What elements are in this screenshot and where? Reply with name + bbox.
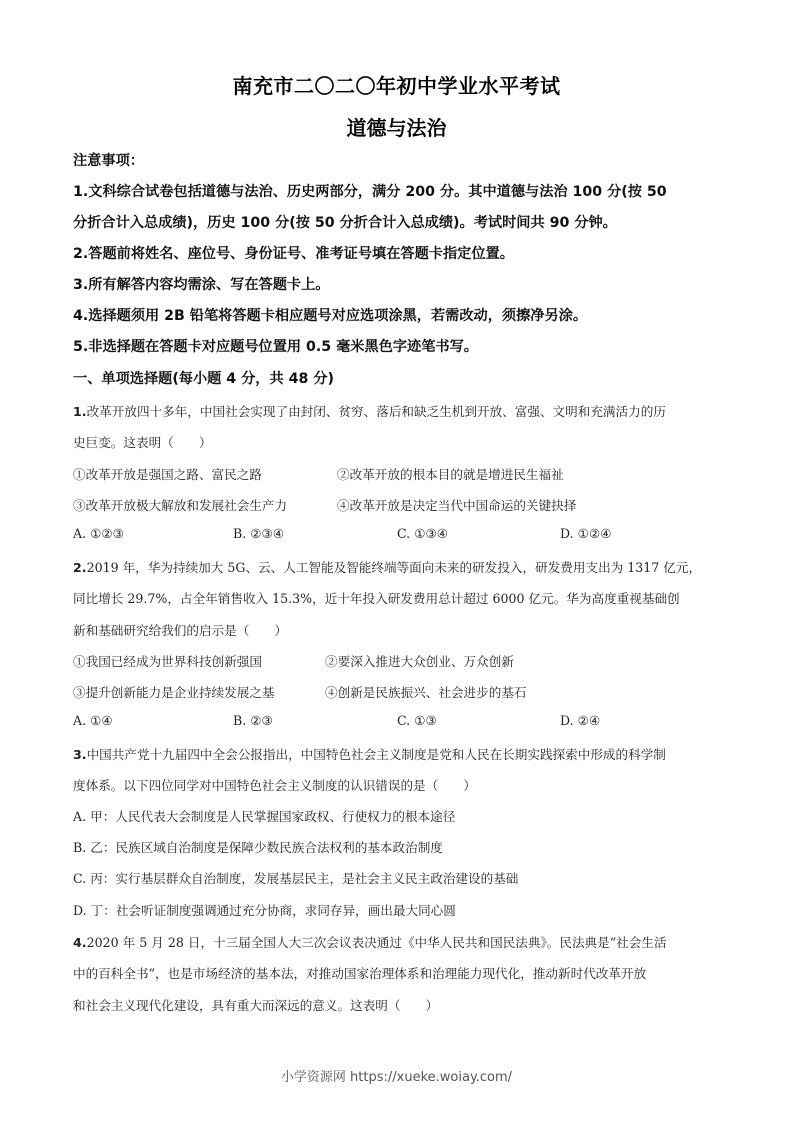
question-2-choice-c: C. ①③ <box>397 713 437 728</box>
question-2-stem-line-1: 2.2019 年，华为持续加大 5G、云、人工智能及智能终端等面向未来的研发投入，研发费用支出为 1317 亿元， <box>73 560 702 575</box>
question-2-statement-2: ②要深入推进大众创业、万众创新 <box>325 654 514 669</box>
question-2-stem-line-2: 同比增长 29.7%，占全年销售收入 15.3%，近十年投入研发费用总计超过 6000 亿元。华为高度重视基础创 <box>73 591 680 606</box>
question-1-statement-2: ②改革开放的根本目的就是增进民生福祉 <box>337 467 564 482</box>
question-2-choice-a: A. ①④ <box>73 713 113 728</box>
question-3-choice-a: A. 甲：人民代表大会制度是人民掌握国家政权、行使权力的根本途径 <box>73 809 456 824</box>
notice-heading: 注意事项： <box>73 153 144 169</box>
question-1-stem-line-1: 1.改革开放四十多年，中国社会实现了由封闭、贫穷、落后和缺乏生机到开放、富强、文明和充满活力的历 <box>73 404 666 419</box>
exam-title: 南充市二〇二〇年初中学业水平考试 <box>232 74 561 98</box>
question-number: 1. <box>73 404 87 419</box>
question-1-statement-1: ①改革开放是强国之路、富民之路 <box>73 467 262 482</box>
question-4-stem-line-2: 中的百科全书”，也是市场经济的基本法，对推动国家治理体系和治理能力现代化，推动新时代改革开放 <box>73 966 647 981</box>
question-4-stem-line-1: 4.2020 年 5 月 28 日，十三届全国人大三次会议表决通过《中华人民共和国民法典》。民法典是“社会生活 <box>73 935 667 950</box>
question-2-choice-d: D. ②④ <box>560 713 601 728</box>
notice-item-4: 4.选择题须用 2B 铅笔将答题卡相应题号对应选项涂黑，若需改动，须擦净另涂。 <box>73 308 588 324</box>
question-2-statement-4: ④创新是民族振兴、社会进步的基石 <box>325 685 527 700</box>
question-3-stem-line-2: 度体系。以下四位同学对中国特色社会主义制度的认识错误的是（ ） <box>73 778 476 793</box>
section-heading: 一、单项选择题(每小题 4 分，共 48 分) <box>73 371 334 387</box>
question-1-statement-3: ③改革开放极大解放和发展社会生产力 <box>73 498 288 513</box>
question-1-statement-4: ④改革开放是决定当代中国命运的关键抉择 <box>337 498 577 513</box>
watermark-footer: 小学资源网 https://xueke.woiay.com/ <box>280 1070 513 1085</box>
question-3-choice-c: C. 丙：实行基层群众自治制度，发展基层民主，是社会主义民主政治建设的基础 <box>73 871 519 886</box>
notice-item-2: 2.答题前将姓名、座位号、身份证号、准考证号填在答题卡指定位置。 <box>73 246 514 262</box>
question-3-stem-line-1: 3.中国共产党十九届四中全会公报指出，中国特色社会主义制度是党和人民在长期实践探索中形成的科学制 <box>73 747 666 762</box>
question-number: 4. <box>73 935 87 950</box>
question-1-stem-line-2: 史巨变。这表明（ ） <box>73 435 212 450</box>
exam-subject: 道德与法治 <box>346 116 447 140</box>
question-number: 2. <box>73 560 87 575</box>
question-3-choice-b: B. 乙：民族区域自治制度是保障少数民族合法权利的基本政治制度 <box>73 840 443 855</box>
notice-item-5: 5.非选择题在答题卡对应题号位置用 0.5 毫米黑色字迹笔书写。 <box>73 339 478 355</box>
question-1-choice-b: B. ②③④ <box>233 526 285 541</box>
question-2-choice-b: B. ②③ <box>233 713 273 728</box>
notice-item-1b: 分折合计入总成绩)，历史 100 分(按 50 分折合计入总成绩)。考试时间共 90 分钟。 <box>73 215 617 231</box>
question-4-stem-line-3: 和社会主义现代化建设，具有重大而深远的意义。这表明（ ） <box>73 998 439 1013</box>
notice-item-3: 3.所有解答内容均需涂、写在答题卡上。 <box>73 277 330 293</box>
question-3-choice-d: D. 丁：社会听证制度强调通过充分协商，求同存异，画出最大同心圆 <box>73 903 456 918</box>
question-1-choice-d: D. ①②④ <box>560 526 612 541</box>
question-2-statement-1: ①我国已经成为世界科技创新强国 <box>73 654 262 669</box>
notice-item-1a: 1.文科综合试卷包括道德与法治、历史两部分，满分 200 分。其中道德与法治 100 分(按 50 <box>73 184 667 200</box>
question-number: 3. <box>73 747 87 762</box>
question-1-choice-a: A. ①②③ <box>73 526 124 541</box>
question-1-choice-c: C. ①③④ <box>397 526 449 541</box>
question-2-stem-line-3: 新和基础研究给我们的启示是（ ） <box>73 623 288 638</box>
question-2-statement-3: ③提升创新能力是企业持续发展之基 <box>73 685 275 700</box>
